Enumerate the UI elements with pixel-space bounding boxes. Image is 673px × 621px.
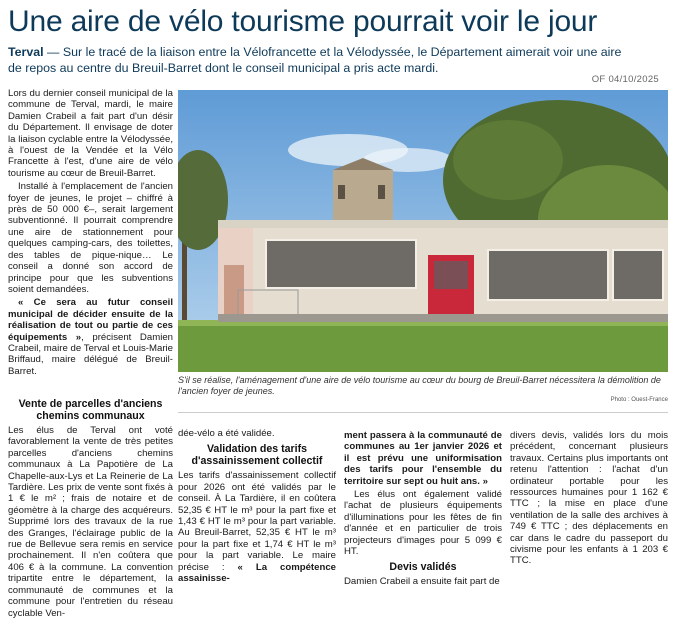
paragraph [178, 470, 336, 584]
subheading: Devis validés [389, 561, 457, 574]
column-2 [178, 428, 336, 586]
headline: Une aire de vélo tourisme pourrait voir le jour [8, 5, 598, 38]
paragraph-text: Les tarifs d'assainissement collectif pour 2026 ont été validés par le conseil. À La Tardière, il en coûtera 52,35 € HT le m³ pour la part fixe et 1,43 € HT le m³ pour la part variable. Au Breuil-Barret, 52,35 € HT le m³ pour la part fixe et 1,74 € HT le m³ pour la part variable. Le maire précise : [178, 470, 336, 573]
chapo [8, 44, 638, 76]
quote: ment passera à la communauté de communes au 1er janvier 2026 et il est prévu une uniformisation des tarifs pour l'ensemble du territoire sur sept ou huit ans. » [344, 430, 502, 487]
paragraph-rest: , précisent Damien Crabeil, maire de Terval et Louis-Marie Briffaud, maire délégué de Breuil-Barret. [8, 331, 173, 377]
edition-stamp: OF 04/10/2025 [591, 74, 659, 85]
paragraph: Les élus ont également validé l'achat de plusieurs équipements d'illuminations pour les fêtes de fin d'année et en particulier de trois projecteurs d'images pour 5 099 € HT. [344, 489, 502, 558]
paragraph: dée-vélo a été validée. [178, 428, 275, 439]
subheading: Vente de parcelles d'anciens chemins communaux [18, 398, 163, 422]
paragraph: Installé à l'emplacement de l'ancien foyer de jeunes, le projet – chiffré à près de 50 000 €–, serait largement subventionné. Il pourrait comprendre une aire de stationnement pour quelques camping-cars, des toilettes, des tables de pique-nique… Le conseil a donné son accord de principe pour que les subventions soient demandées. [8, 181, 173, 295]
photo-credit: Photo : Ouest-France [610, 397, 668, 403]
quote: « La compétence assainisse- [178, 561, 336, 585]
chapo-place: Terval [8, 45, 44, 59]
column-1-continued [8, 398, 173, 621]
column-3 [344, 430, 502, 590]
subheading: Validation des tarifs d'assainissement collectif [191, 443, 323, 468]
column-1 [8, 88, 173, 379]
photo-caption: S'il se réalise, l'aménagement d'une aire de vélo tourisme au cœur du bourg de Breuil-Barret nécessitera la démolition de l'ancien foyer de jeunes. [178, 375, 661, 396]
divider [178, 412, 668, 413]
paragraph [8, 297, 173, 377]
paragraph: Les élus de Terval ont voté favorablement la vente de très petites parcelles d'anciens chemins communaux à La Papotière de La Chapelle-aux-Lys et La Reinerie de La Tardière. Les prix de vente sont fixés à 1 € le m² ; frais de notaire et de géomètre à la charge des acquéreurs. Supprimé lors des travaux de la rue des Granges, l'éclairage public de la rue de Bellevue sera remis en service prochainement. Il n'en coûtera que 406 € à la commune. La convention tripartite entre le département, la communauté de communes et la commune pour l'entretien du réseau cyclable Ven- [8, 425, 173, 619]
paragraph: divers devis, validés lors du mois précédent, concernant plusieurs travaux. Certains plus importants ont retenu l'attention : l'achat d'un ordinateur portable pour les ressources humaines pour 1 162 € TTC ; la mise en place d'une ventilation de la salle des archives à 749 € TTC ; des déplacements en car dans le cadre du passeport du civisme pour les enfants à 1 203 € TTC. [510, 430, 668, 567]
chapo-text: — Sur le tracé de la liaison entre la Vélofrancette et la Vélodyssée, le Département aimerait voir une aire de repos au centre du Breuil-Barret dont le conseil municipal a pris acte mardi. [8, 45, 622, 75]
article-photo [178, 90, 668, 372]
photo-illustration [178, 90, 668, 372]
paragraph: Lors du dernier conseil municipal de la commune de Terval, mardi, le maire Damien Crabeil a fait part d'un désir du Département. Il envisage de doter la liaison cyclable entre la Vélodyssée, à l'ouest de la Vendée et la Vélo Francette à l'est, d'une aire de vélo tourisme au cœur de Breuil-Barret. [8, 88, 173, 179]
column-4 [510, 430, 668, 569]
paragraph [344, 430, 502, 487]
paragraph: Damien Crabeil a ensuite fait part de [344, 576, 500, 588]
quote: « Ce sera au futur conseil municipal de décider ensuite de la réalisation de tout ou partie de ces équipements » [8, 297, 173, 343]
